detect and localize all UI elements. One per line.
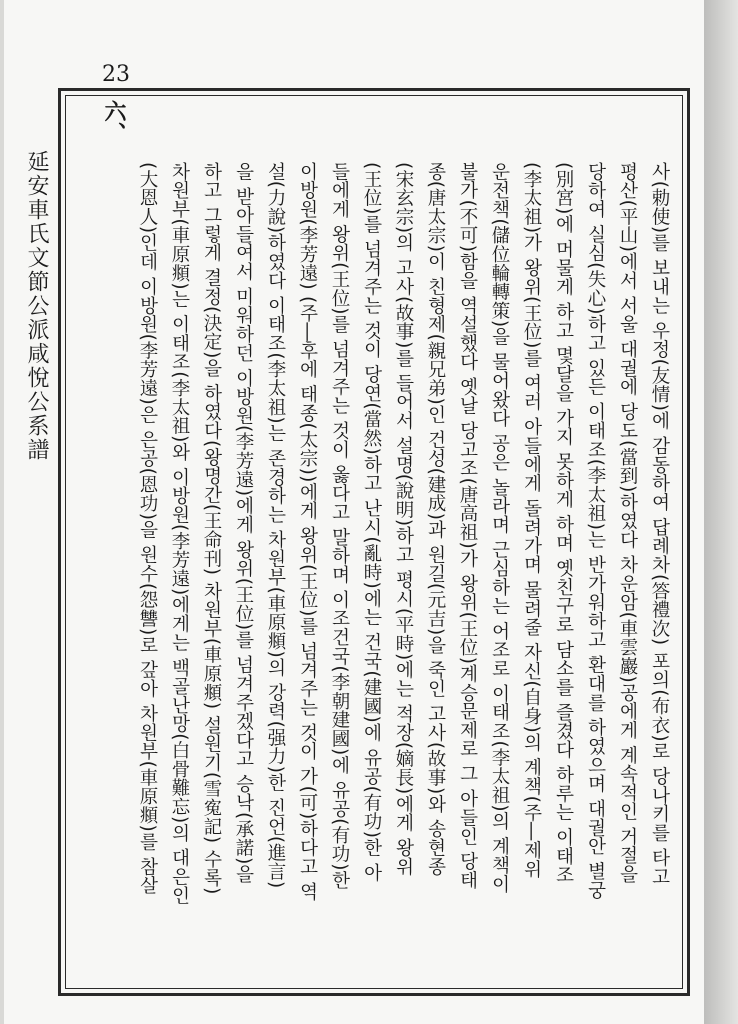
- text-column: 이방원(李芳遠) (주―후에 태종(太宗))에게 왕위(王位)를 넘겨주는 것이 가(可)하다고 역: [297, 162, 318, 901]
- text-column: 운전책(儲位輪轉策)을 물어왔다 공은 놀라며 근심하는 어조로 이태조(李太祖)의 계책이: [489, 162, 510, 894]
- genealogy-title: 延安車氏文節公派咸悅公系譜: [24, 150, 49, 462]
- page-number: 23: [102, 62, 130, 87]
- text-column: 차원부(車原頫)는 이태조(李太祖)와 이방원(李芳遠)에게는 백골난망(白骨難忘)의 대은인: [169, 162, 190, 905]
- text-column: 설(力說)하였다 이태조(李太祖)는 존경하는 차원부(車原頫)의 강력(强力)한 진언(進言): [265, 162, 286, 889]
- text-column: (李太祖)가 왕위(王位)를 여러 아들에게 돌려가며 물려줄 자신(自身)의 계책(주―제위: [521, 162, 542, 879]
- text-column: 평산(平山)에서 서울 대궐에 당도(當到)하였다 차운암(車雲巖)공에게 계속적인 거절을: [617, 162, 638, 884]
- text-column: 사(勅使)를 보내는 우정(友情)에 감동하여 답례차(答禮次) 포의(布衣)로 당나키를 타고: [649, 162, 670, 886]
- text-column: (宋玄宗)의 고사(故事)를 들어서 설명(說明)하고 평시(平時)에는 적장(嫡長)에게 왕위: [393, 162, 414, 876]
- text-column: 종(唐太宗)이 친형제(親兄弟)인 건성(建成)과 원길(元吉)을 죽인 고사(故事)와 송현종: [425, 162, 446, 876]
- text-column: 을 받아들여서 미워하던 이방원(李芳遠)에게 왕위(王位)를 넘겨주겠다고 승낙(承諾)을: [233, 162, 254, 884]
- text-column: 들에게 왕위(王位)를 넘겨주는 것이 옳다고 말하며 이조건국(李朝建國)에 유공(有功)한: [329, 162, 350, 890]
- text-column: 당하여 실심(失心)하고 있든 이태조(李太祖)는 반가워하고 환대를 하였으며 대궐안 별궁: [585, 162, 606, 900]
- text-column: 하고 그렇게 결정(決定)을 하였다(왕명간(王命刊) 차원부(車原頫) 설원기(雪寃記) 수록): [201, 162, 222, 895]
- page-binding-shadow: [704, 0, 738, 1024]
- text-column: (別宮)에 머물게 하고 몇달을 가지 못하게 하며 옛친구로 담소를 즐겼다 하루는 이태조: [553, 162, 574, 885]
- text-column: (王位)를 넘겨주는 것이 당연(當然)하고 난시(亂時)에는 건국(建國)에 유공(有功)한 아: [361, 162, 382, 883]
- text-column: 불가(不可)함을 역설했다 옛날 당고조(唐高祖)가 왕위(王位)계승문제로 그 아들인 당태: [457, 162, 478, 890]
- text-column: (大恩人)인데 이방원(李芳遠)은 은공(恩功)을 원수(怨讐)로 갚아 차원부(車原頫)를 참살: [137, 162, 158, 895]
- section-number: 六、: [101, 100, 127, 144]
